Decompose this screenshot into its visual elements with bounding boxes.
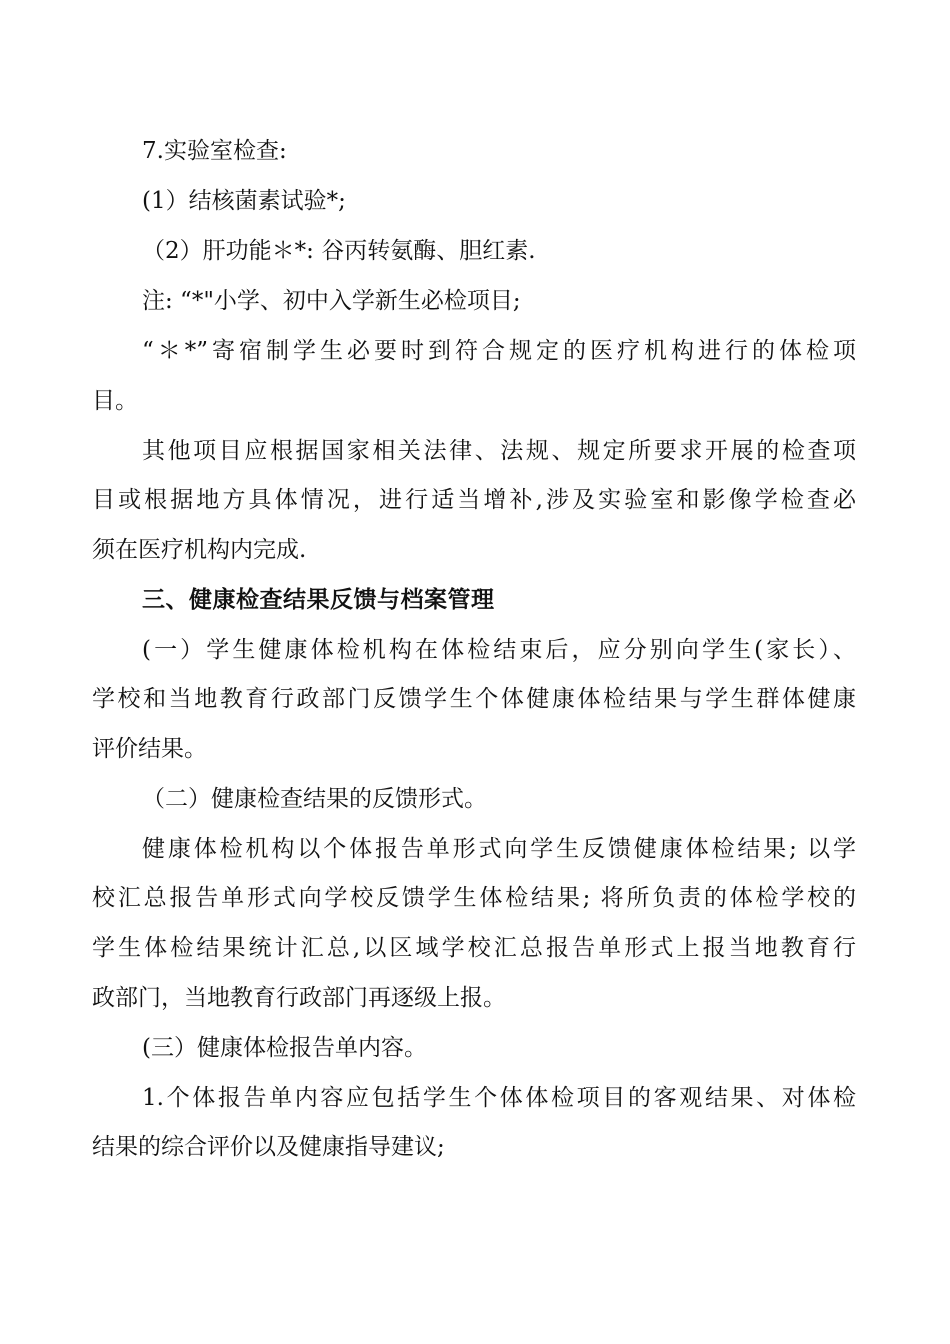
tuberculin-test-item: (1）结核菌素试验*; [142, 188, 346, 214]
report-form-paragraph-line4: 政部门，当地教育行政部门再逐级上报。 [92, 985, 506, 1011]
note-line: 注: “*"小学、初中入学新生必检项目; [142, 288, 521, 314]
report-form-paragraph-line2: 校汇总报告单形式向学校反馈学生体检结果; 将所负责的体检学校的 [92, 885, 856, 911]
lab-exam-heading: 7.实验室检查: [142, 138, 287, 164]
liver-function-item: （2）肝功能＊*: 谷丙转氨酶、胆红素. [142, 238, 536, 264]
individual-report-item: 1.个体报告单内容应包括学生个体体检项目的客观结果、对体检 [142, 1085, 856, 1111]
report-content-heading: (三）健康体检报告单内容。 [142, 1035, 427, 1061]
report-form-paragraph-line3: 学生体检结果统计汇总,以区域学校汇总报告单形式上报当地教育行 [92, 935, 856, 961]
other-items-paragraph-line3: 须在医疗机构内完成. [92, 537, 307, 563]
section-three-heading: 三、健康检查结果反馈与档案管理 [142, 587, 495, 613]
boarding-note-line: “＊*”寄宿制学生必要时到符合规定的医疗机构进行的体检项 [142, 338, 856, 364]
feedback-paragraph-line3: 评价结果。 [92, 736, 207, 762]
boarding-note-continuation: 目。 [92, 388, 138, 414]
report-form-paragraph: 健康体检机构以个体报告单形式向学生反馈健康体检结果; 以学 [142, 836, 856, 862]
other-items-paragraph-line2: 目或根据地方具体情况，进行适当增补,涉及实验室和影像学检查必 [92, 487, 856, 513]
individual-report-item-line2: 结果的综合评价以及健康指导建议; [92, 1134, 445, 1160]
feedback-paragraph-line2: 学校和当地教育行政部门反馈学生个体健康体检结果与学生群体健康 [92, 686, 856, 712]
feedback-paragraph: (一）学生健康体检机构在体检结束后，应分别向学生(家长）、 [142, 637, 856, 663]
feedback-form-heading: （二）健康检查结果的反馈形式。 [142, 786, 487, 812]
other-items-paragraph: 其他项目应根据国家相关法律、法规、规定所要求开展的检查项 [142, 438, 856, 464]
